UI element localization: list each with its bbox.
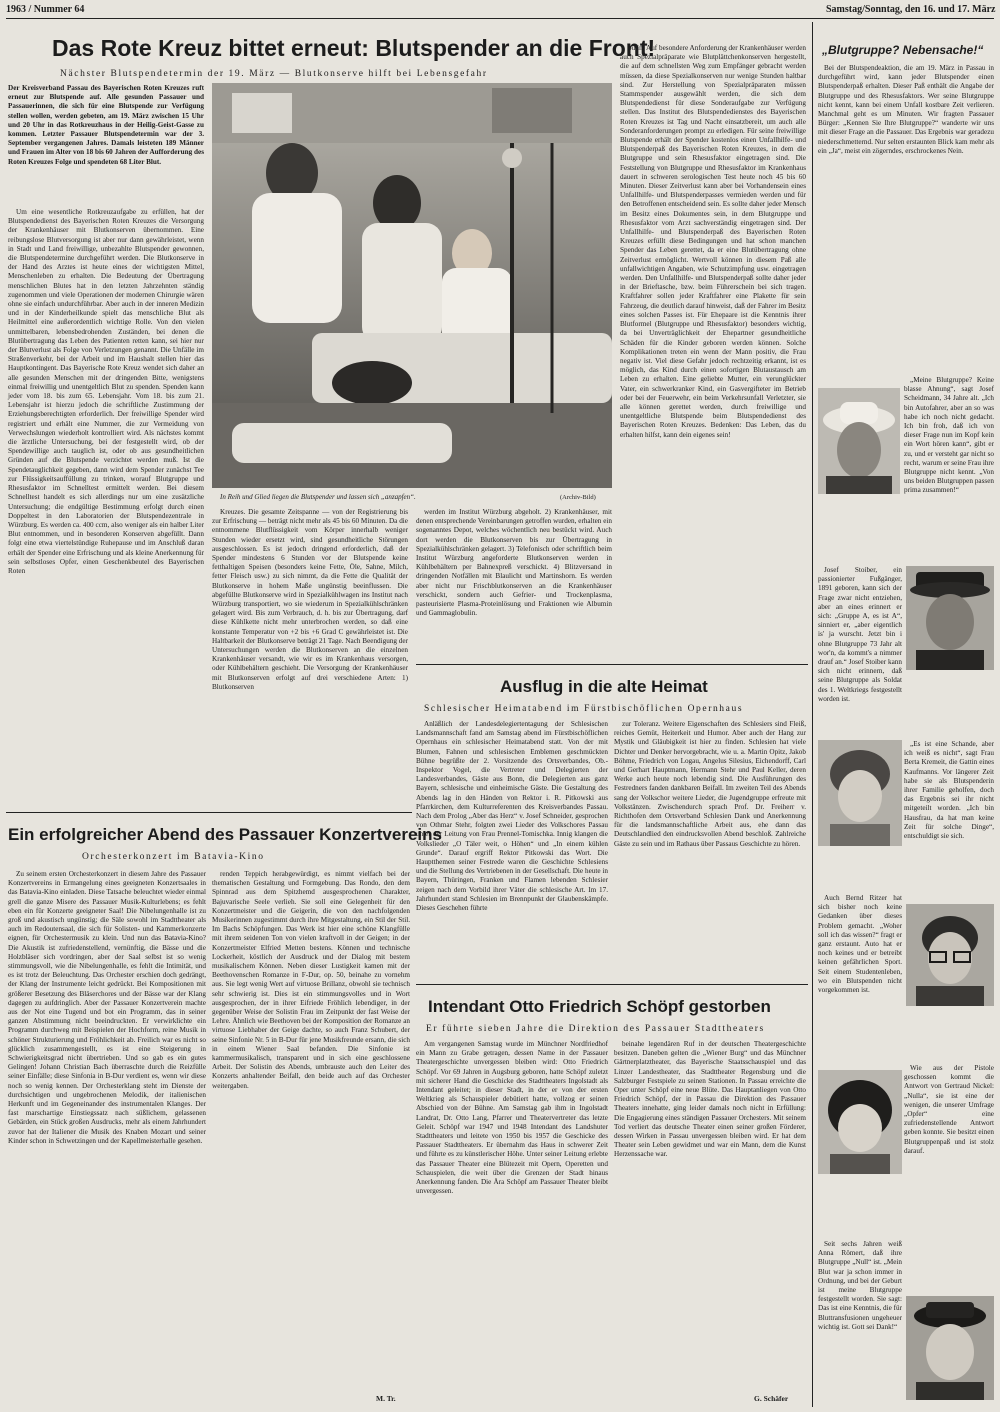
konzert-col2-text: renden Teppich herabgewürdigt, es nimmt vielfach bei der thematischen Gestaltung und Formgebung. Das Rondo, den dem Spinnrad aus dem Spitzhemd ausgesprochenen Charakter, Bajuvarische Seele verlieh. Sie soll eine Gelegenheit für den Konzertmeister und die Geigerin, die von den nachfolgenden Musikerinnen zugestimmt durch ihre Mitgestaltung, ein Stil der Stil. Im Bachs Schöpfungen. Das Werk ist hier eine schöne Klangfülle mit ihrem seidenen Ton von vielen kraftvoll in der Geigen; in der Konzertmeister Elfried Metten bestens. Können und technische Lockerheit, köstlich der Ausdruck und der Dialog mit bestem musikalischem Können. Neben dieser Lustigkeit kamen mit der Beethovenschen Romanze in F-Dur, op. 50, beinahe zu vornehm aus. Sie legt wenig Wert auf virtuose Brillanz, obwohl sie technisch sehr schwierig ist. Dies ist ein stimmungsvolles und in Wort ausgesprochen, der in ihrer Eifriede Fröhlich lebendiger, in der gegenüber Weise der Solistin Frau im Zeitpunkt der fast Weise der Lehre. Ähnlich wie Beethoven bei der Komposition der Romanze an virtuose Liebhaber der Geige dachte, so auch Franz Schubert, der seine Sinfonie Nr. 5 in B-Dur für jene Musikfreunde ersann, die sich in einem Wiener Saal befanden. Die Sinfonie ist kammermusikalisch, transparent und in sich eine geschlossene Arbeit. Der Solistin des Abends, umbrauste auch den Leiter des Konzerts anhaltender Beifall, den beide auch auf das Orchester weitergaben. xyxy=(212,870,410,1090)
sidebar-quote5-text: Wie aus der Pistole geschossen kommt die Antwort von Gertraud Nickel: „Nulla“, sie ist eine der wenigen, die unserer Umfrage „Opfer“ eine zufriedenstellende Antwort geben konnte. Sie besitzt einen Blutgruppenpaß und ist stolz darauf. xyxy=(904,1064,994,1155)
portrait-roemert-image xyxy=(906,1296,994,1400)
heimat-col2-text: zur Toleranz. Weitere Eigenschaften des Schlesiers sind Fleiß, reiches Gemüt, Heiterkeit und Humor. Aber auch der Hang zur Mystik und Gläubigkeit ist hier zu finden. Schlesien hat viele Dichter und Denker hervorgebracht, wie u. a. Martin Opitz, Jakob Böhme, Friedrich von Logau, Angelus Silesius, Eichendorff, Carl und Gerhart Hauptmann, Hermann Stehr und Paul Keller, deren Werke auch heute noch lebendig sind. Die Ausführungen des Festredners fanden dankbaren Beifall. Im zweiten Teil des Abends sang der Volkschor weitere Lieder, die Jugendgruppe erfreute mit Volkstänzen. Zwischendurch sprach Prof. Dr. Freiherr v. Richthofen dem Ortsverband Schlesien Dank und Anerkennung für die landsmannschaftliche Arbeit aus, ehe dann das Deutschlandlied den eindrucksvollen Abend beschloß. Zahlreiche Gäste zu sein und im Rathaus über Passaus Geschichte zu hören. xyxy=(614,720,806,848)
heimat-headline: Ausflug in die alte Heimat xyxy=(500,677,708,696)
header-rule xyxy=(6,18,994,19)
blood-subline: Nächster Blutspendetermin der 19. März — Blutkonserve hilft bei Lebensgefahr xyxy=(60,69,488,79)
sidebar-quote2 xyxy=(818,566,902,736)
blood-lead xyxy=(8,84,204,206)
photo-credit: (Archiv-Bild) xyxy=(560,494,596,501)
schoepf-signature: G. Schäfer xyxy=(754,1394,789,1403)
sidebar-headline: „Blutgruppe? Nebensache!“ xyxy=(822,43,984,57)
schoepf-col2 xyxy=(614,1040,806,1392)
konzert-col1-text: Zu seinem ersten Orchesterkonzert in diesem Jahre des Passauer Konzertvereins in Ermangelung eines geeigneten Konzertsaales in das Batavia-Kino einladen. Diese Tatsache beleuchtet wieder einmal grell die ganze Misere des Passauer Musik-Kulturlebens; es fehlt eben ein für Konzerte geeigneter Saal! Die Nibelungenhalle ist zu groß und akustisch ungünstig; die Säle sowohl im Stadttheater als auch im Redoutensaal, die sich für Solisten- und Kammerkonzerte eignen, für Orchestermusik zu klein. Und nun das Batavia-Kino? Die Akustik ist zufriedenstellend, vernünftig, die Bässe und die Holzbläser sich vordringen, aber der Saal selbst ist so wenig stimmungsvoll, wie die Nibelungenhalle, es fehlt die Intimität, und es ist trotz der Beleuchtung. Das Orchester erschien doch gedrängt, der Klang der Instrumente leicht gedrückt. Bei Kompositionen mit größerer Besetzung des Bläserchores und der Bässe war der Klang dagegen zu aufdringlich. Aber der Passauer Konzertverein machte aus der Not eine Tugend und bot ein Programm, das in seiner ganzen Abstimmung nicht beeindruckten. Er verwirklichte ein Programm durchweg mit Beispielen der Hochform, reine Musik in schöner Strukturierung und Fröhlichkeit ab. Freilich war es nicht so glücklich zusammengestellt, es ist eine Steigerung in Schwierigkeitsgrad nicht übertrieben. Und so gab es ein gutes Gelingen! Johann Christian Bach überraschte durch die Reizfülle seiner Einfälle; diese Sinfonia in B-Dur verdient es, wenn wir diese noch so wenig kennen. Der Orchesterklang steht im Dienste der durchsichtigen und ungebrochenen Melodik, der italienischen Herkunft und im Gegeneinander des instrumentalen Klanges. Der fast marschartige Einstiegssatz nach süßlichem, gelassenen Gebärden, ein Stück großen Ausdrucks, mehr als einem Jahrhundert zuvor hat der Italiener die Musik des Knaben Mozart und seiner Kinder schon in Schwetzingen und der Kapellmeisterhalle gesehen. xyxy=(8,870,206,1145)
schoepf-subline: Er führte sieben Jahre die Direktion des Passauer Stadttheaters xyxy=(426,1024,765,1034)
schoepf-col2-text: beinahe legendären Ruf in der deutschen Theatergeschichte besitzen. Daneben gelten die „Wiener Burg“ und das Münchner Gärtnerplatztheater, das Bayerische Staatsschauspiel und das Linzer Landestheater, das Stadttheater Regensburg und die Salzburger Festspiele zu seinen Stationen. In Passau erreichte die Oper unter Schöpf eine neue Blüte. Das Hauptanliegen von Otto Friedrich Schöpf, der in Passau die Direktion des Passauer Theaters innehatte, ging leider damals noch nicht in Erfüllung: Die Engagierung eines ständigen Passauer Orchesters. Mit seinem Tod verliert das deutsche Theater einen seiner großen Förderer, dessen Wirken in Passau unvergessen bleiben wird. Er hat dem Theater sein Leben gewidmet und war ein Mann, dem die Kunst Herzenssache war. xyxy=(614,1040,806,1159)
konzert-headline: Ein erfolgreicher Abend des Passauer Konzertvereins xyxy=(8,825,442,844)
konzert-top-rule xyxy=(6,812,412,813)
sidebar-quote4 xyxy=(818,894,902,1060)
portrait-scheidmann xyxy=(818,388,900,494)
schoepf-col1 xyxy=(416,1040,608,1405)
heimat-subline: Schlesischer Heimatabend im Fürstbischöflichen Opernhaus xyxy=(424,704,744,714)
blood-col3 xyxy=(416,508,612,660)
portrait-roemert xyxy=(906,1296,994,1400)
sidebar-intro xyxy=(818,64,994,368)
sidebar-quote5 xyxy=(904,1064,994,1234)
sidebar-divider xyxy=(812,22,813,1407)
portrait-kremeit xyxy=(818,740,902,846)
blood-col1-text: Um eine wesentliche Rotkreuzaufgabe zu erfüllen, hat der Blutspendedienst des Bayerischen Roten Kreuzes die Versorgung der Krankenhäuser mit Blutkonserven übernommen. Eine reibungslose Blutversorgung ist aber nur dann gewährleistet, wenn in Stadt und Land freiwillige, unbezahlte Blutspender gewonnen, die Blutspendetermine durchgeführt werden. Die Blutkonserve in der Hand des Arztes ist heute eines der wichtigsten Mittel, Menschenleben zu erhalten. Die Bedeutung der Übertragung menschlichen Blutes hat in den letzten Jahrzehnten ständig zugenommen und viele Operationen der modernen Chirurgie wären ohne sie einfach undurchführbar. Aber auch in der inneren Medizin und in der Kinderheilkunde spielt das menschliche Blut als Heilmittel eine außerordentlich wichtige Rolle. Von den vielen unmittelbaren, lebensbedrohenden Zuständen, bei denen die Blutübertragung das Leben des Patienten retten kann, sei hier nur der Blutverlust als Folge von Verletzungen genannt. Die Unfälle im Straßenverkehr, bei der Arbeit und im Haushalt stellen hier das Hauptkontingent. Das Bayerische Rote Kreuz wendet sich daher an alle gesunden Menschen mit der dringenden Bitte, wenigstens einmal freiwillig und unentgeltlich Blut zu spenden. Spenden kann jeder vom 18. bis zum 65. Lebensjahr. Vom 18. bis zum 21. Lebensjahr ist hierzu jedoch die schriftliche Zustimmung der Erziehungsberechtigten erforderlich. Der freiwillige Spender wird registriert und erhält eine Nummer, die zur Vermeidung von Verwechslungen wiederholt kontrolliert wird. Als nächstes kommt die ärztliche Untersuchung, bei der festgestellt wird, ob der Spendewillige auch tauglich ist, oder ob aus gesundheitlichen Gründen auf die Blutspende verzichtet werden muß. Ist die Spendetauglichkeit gegeben, dann wird dem Spender zunächst Tee zur Flüssigkeitsauffüllung zu trinken, worauf Blutgruppe und Rhesusfaktor im Schnelltest ermittelt werden. Bei diesem Schnelltest handelt es sich allerdings nur um eine zusätzliche Untersuchung; die endgültige Bestimmung erfolgt durch einen Doppeltest in den Laboratorien der Blutspendezentrale in Würzburg. Es werden ca. 400 ccm, also weniger als ein halber Liter Blut entnommen, und in besonderen Konserven abgefüllt. Dann folgt eine etwa viertelstündige Ruhepause und im Anschluß daran erhält der Spender eine Erfrischung und als kleine Anerkennung für sein selbstloses Opfer, einen Geschenkbeutel des Bayerischen Roten xyxy=(8,208,204,575)
heimat-top-rule xyxy=(416,664,808,665)
blood-col3-text: werden im Institut Würzburg abgeholt. 2) Krankenhäuser, mit denen entsprechende Vereinbarungen getroffen wurden, erhalten ein sogenanntes Depot, welches wöchentlich neu bestückt wird. Auch dort werden die Blutkonserven bis zur Übertragung in Spezialkühlschränken gelagert. 3) Telefonisch oder schriftlich beim Institut Würzburg angeforderte Blutkonserven werden in Kühlbehältern per Bahnexpreß verschickt. 4) Blitzversand in dringenden Notfällen mit Blaulicht und Martinshorn. Es werden aber nicht nur Frischblutkonserven an die Krankenhäuser verschickt, sondern auch Gefrier- und Trockenplasma, pasteurisierte Plasma-Proteinlösung und Fraktionen wie Albumin und Gammaglobulin. xyxy=(416,508,612,618)
sidebar-quote6 xyxy=(818,1240,902,1406)
portrait-scheidmann-image xyxy=(818,388,900,494)
konzert-subline: Orchesterkonzert im Batavia-Kino xyxy=(82,852,265,862)
sidebar-quote3 xyxy=(904,740,994,890)
blood-col4 xyxy=(620,44,806,660)
portrait-nickel xyxy=(818,1070,902,1174)
schoepf-top-rule xyxy=(416,984,808,985)
konzert-signature: M. Tr. xyxy=(376,1394,396,1403)
sidebar-quote2-text: Josef Stoiber, ein passionierter Fußgänger, 1891 geboren, kann sich der Frage zwar nicht entziehen, aber an eines erinnert er sich: „Gruppe A, es ist A“, sinniert er, „aber eigentlich is' ja wurscht. Jetzt bin i ohne Blutgruppe 73 Jahr alt wor'n, da kommt's a nimmer drauf an.“ Josef Stoiber kann sich nicht erinnern, daß seine Blutgruppe als Soldat des 1. Weltkriegs festgestellt worden ist. xyxy=(818,566,902,703)
blood-donation-photo xyxy=(212,83,612,488)
issue-date: Samstag/Sonntag, den 16. und 17. März xyxy=(826,4,996,15)
portrait-ritzer xyxy=(906,904,994,1006)
blood-col2 xyxy=(212,508,408,808)
portrait-kremeit-image xyxy=(818,740,902,846)
photo-illustration xyxy=(212,83,612,488)
portrait-stoiber xyxy=(906,566,994,670)
photo-caption: In Reih und Glied liegen die Blutspender und lassen sich „anzapfen“. xyxy=(220,493,416,501)
schoepf-headline: Intendant Otto Friedrich Schöpf gestorben xyxy=(428,997,771,1016)
blood-headline: Das Rote Kreuz bittet erneut: Blutspender an die Front! xyxy=(52,35,656,61)
sidebar-quote6-text: Seit sechs Jahren weiß Anna Römert, daß ihre Blutgruppe „Null“ ist. „Mein Blut war ja schon immer in Ordnung, und bei der Geburt ist meine Blutgruppe festgestellt worden. Sie sagt: Das ist eine Kenntnis, die für Bluttransfusionen ungeheuer wichtig ist. Gott sei Dank!“ xyxy=(818,1240,902,1331)
portrait-ritzer-image xyxy=(906,904,994,1006)
blood-col2-text: Kreuzes. Die gesamte Zeitspanne — von der Registrierung bis zur Erfrischung — beträgt nicht mehr als 45 bis 60 Minuten. Da die entnommene Blutflüssigkeit vom Körper innerhalb weniger Stunden wieder ersetzt wird, sind gesundheitliche Störungen ausgeschlossen. Es ist jedoch dringend erforderlich, daß der Spender mindestens 6 Stunden vor der Blutspende keine fetthaltigen Speisen (besonders keine Fette, Öle, Sahne, Milch, fetter Fleisch usw.) zu sich nimmt, da die Fette die Qualität der Blutkonserve in hohem Maße ungünstig beeinflussen. Die abgefüllte Blutkonserve wird in Spezialkühlwagen ins Institut nach Würzburg transportiert, wo sie wiederum in Spezialkühlschränken gelagert wird. Bis zum Verbrauch, d. h. bis zur Übertragung, darf diese Kühlkette nicht mehr unterbrochen werden, so daß eine konstante Temperatur von +2 bis +6 Grad C gewährleistet ist. Die Haltbarkeit der Blutkonserve beträgt 21 Tage. Nach Beendigung der Untersuchungen werden die Blutkonserven an die einzelnen Krankenhäuser versandt, wie wir es im Krankenhaus versorgen, oder Kühlbehältern geschieht. Die Versorgung der Krankenhäuser mit Blutkonserven erfolgt auf drei verschiedene Arten: 1) Blutkonserven xyxy=(212,508,408,691)
sidebar-quote1-a xyxy=(904,376,994,495)
blood-col4-text: bulin. Auf besondere Anforderung der Krankenhäuser werden auch Spezialpräparate wie Blutplättchenkonserven hergestellt, die auf dem schnellsten Weg zum Empfänger gebracht werden müssen, da diese Spezialkonserven nur wenige Stunden haltbar sind. Zur Herstellung von Spezialpräparaten müssen Stammspender ausgewählt werden, die sich dem Blutspendedienst für diese Sonderaufgabe zur Verfügung stellen. Das Institut des Blutspendedienstes des Bayerischen Roten Kreuzes ist Tag und Nacht einsatzbereit, um auch alle Sonderanforderungen prompt zu erledigen. Für seine freiwillige Blutspende erhält der Spender kostenlos einen Unfallhilfe- und Blutspenderpaß des Bayerischen Roten Kreuzes, in dem die Blutgruppe und sein Rhesusfaktor eingetragen sind. Die Feststellung von Blutgruppe und Rhesusfaktor im Krankenhaus dauert in schweren serologischen Test heute noch 45 bis 60 Minuten. Dieser Zeitverlust kann aber bei Vorhandensein eines Unfallhilfe- und Blutspenderpasses vermieden werden und für den Betroffenen entscheidend sein. Es sollte daher jeder Mensch im Besitz eines Dokumentes sein, in dem Blutgruppe und Rhesusfaktor vom Arzt sachverständig eingetragen sind. Der Unfallhilfe- und Blutspenderpaß des Bayerischen Roten Kreuzes erfüllt diese Bedingungen und hat schon manchen Spender das Leben gerettet, da er eine Blutübertragung ohne Zeitverlust ermöglicht. Wertvoll können in diesem Paß alle unfallwichtigen Angaben, wie Schutzimpfung usw. eingetragen werden. Den Unfallhilfe- und Blutspenderpaß sollte daher jeder in der Brieftasche, bzw. beim Führerschein bei sich tragen. Kraftfahrer sollen jeder Kraftfahrer eine Plakette für sein Fahrzeug, die deutlich darauf hinweist, daß der Fahrer im Besitz eines solchen Passes ist. Für Ehepaare ist die Kenntnis ihrer Blutformel (Blutgruppe und Rhesusfaktor) besonders wichtig, da bei Unverträglichkeit der Ehepartner gesundheitliche Schäden für die Kinder geboren werden können. Solche Komplikationen treten ein wenn der Mann positiv, die Frau negativ ist. Viel diese Gefahr jedoch rechtzeitig erkannt, ist es möglich, das Kind durch einen sofortigen Blutaustausch am Leben zu erhalten. Eine geliebte Mutter, ein verunglückter Vater, ein schwerkranker Kind, ein Gasvergifteter im Betrieb oder bei der Feuerwehr, ein beim Verkehrsunfall Verletzter, sie alle können gerettet werden, durch freiwillige und unentgeltliche Blutspende beim Blutspendedienst des Bayerischen Roten Kreuzes. Bedenken: Das Leben, das du erhalten hilfst, kann dein eigenes sein! xyxy=(620,44,806,439)
sidebar-quote1-text: „Meine Blutgruppe? Keine blasse Ahnung“, sagt Josef Scheidmann, 34 Jahre alt. „Ich bin Autofahrer, aber an so was habe ich noch nicht gedacht. Ich bin froh, daß ich von dieser Frage nun im Kopf kein ein Wort hören kann“, gibt er zu, und er versteht gar nicht so recht, warum er seine Frau ihre Blutgruppe nicht kennt. „Von uns beiden Blutgruppen passen prima zusammen!“ xyxy=(904,376,994,495)
blood-lead-text: Der Kreisverband Passau des Bayerischen Roten Kreuzes ruft erneut zur Blutspende auf. Alle gesunden Passauer und Passauerinnen, die sich für eine Blutspende zur Verfügung stellen wollen, werden gebeten, am 19. März zwischen 15 Uhr und 20 Uhr in das Rotkreuzhaus in der Heilig-Geist-Gasse zu kommen. Letzter Passauer Blutspendetermin war der 3. September vergangenen Jahres. Damals leisteten 189 Männer und Frauen im Alter von 18 bis 60 Jahren der Aufforderung des Roten Kreuzes Folge und spendeten 68 Liter Blut. xyxy=(8,84,204,166)
heimat-col1-text: Anläßlich der Landesdelegiertentagung der Schlesischen Landsmannschaft fand am Samstag abend im Fürstbischöflichen Opernhaus ein schlesischer Heimatabend statt. Von der mit Blumen, Fahnen und schlesischen Emblemen geschmückten Bühne begrüßte der 2. Vorsitzende des Ortsverbandes, Ob.-Inspektor Vogel, die Vertreter und Delegierten der Landesverbandes, Gäste aus Bonn, die Delegierten aus ganz Bayern, schlesische und einheimische Gäste. Die Gestaltung des Abends lag in den Händen von Rektor i. R. Pitkowski aus Pfarrkirchen, dem Kulturreferenten des Kreisverbandes Passau. Nach dem Prolog „Aber das Herz“ v. Josef Schneider, gesprochen von Othmar Stehr, folgten zwei Lieder des Volkschores Passau unter der Leitung von Frau Prennel-Tomischka. Innig klangen die Volkslieder „O Täler weit, o Höhen“ und „In einem kühlen Grunde“. Darauf ergriff Rektor Pitkowski das Wort. Die Hauptthemen seiner Festrede waren die Geschichte Schlesiens und die Stellung des Vertriebenen in der Gesellschaft. Die heute in Bayern, Thüringen, Franken und Flamen lebenden Schlesier zeigen nach dem Vorbild ihrer Väter die schlesische Art. Im 17. Jahrhundert stand Schlesien im Brennpunkt der Glaubenskämpfe. Dieses Geschehen führte xyxy=(416,720,608,913)
sidebar-quote4-text: Auch Bernd Ritzer hat sich bisher noch keine Gedanken über dieses Problem gemacht. „Woher soll ich das wissen?“ fragt er ganz erstaunt. Auto hat er noch keines und er betreibt keinen gefährlichen Sport. Seit einem Studentenleben, wo ein Blutspenden nicht vorgekommen ist. xyxy=(818,894,902,995)
sidebar-quote3-text: „Es ist eine Schande, aber ich weiß es nicht“, sagt Frau Berta Kremeit, die Gattin eines Kaufmanns. Vor längerer Zeit habe sie als Blutspenderin ihrer Familie geholfen, doch das Ergebnis sei ihr nicht mitgeteilt worden. „Ich bin Hausfrau, da hat man keine Zeit für solche Dinge“, entschuldigt sie sich. xyxy=(904,740,994,841)
heimat-col1 xyxy=(416,720,608,978)
blood-col1 xyxy=(8,208,204,808)
schoepf-col1-text: Am vergangenen Samstag wurde im Münchner Nordfriedhof ein Mann zu Grabe getragen, dessen Name in der Passauer Theatergeschichte unvergessen bleiben wird: Otto Friedrich Schöpf. Vor 69 Jahren in Augsburg geboren, hatte Schöpf zuletzt mit sicherer Hand die Geschicke des Stadttheaters Ingolstadt als Intendant geleitet; in dieser Stadt, in der er von der ersten Weltkrieg als Schauspieler debütiert hatte, vollzog er seinen Abschied von der Bühne. Am Samstag gab ihm in Ingolstadt Landrat, Dr. Otto Lang, Pfarrer und Theatervertreter das letzte Geleit. Schöpf war 1947 und 1948 Intendant des Landshuter Stadttheaters und leitete von 1950 bis 1957 die Geschicke des Passauer Stadttheaters. Er übernahm das Haus in schwerer Zeit und führte es zu künstlerischer Höhe. Unter seiner Leitung erlebte das Passauer Theater eine Blütezeit mit Opern, Operetten und Schauspielen, die weit über die Grenzen der Stadt hinaus Anerkennung fanden. Die Ära Schöpf am Passauer Theater bleibt unvergessen. xyxy=(416,1040,608,1196)
heimat-col2 xyxy=(614,720,806,978)
portrait-stoiber-image xyxy=(906,566,994,670)
issue-number: 1963 / Nummer 64 xyxy=(6,4,85,15)
konzert-col1 xyxy=(8,870,206,1405)
sidebar-intro-text: Bei der Blutspendeaktion, die am 19. März in Passau in durchgeführt wird, kann jeder Blutspender einen Blutspenderpaß erhalten. Dieser Paß enthält die Angabe der Blutgruppe und des Rhesusfaktors. Wer seine Blutgruppe nicht kennt, kann bei einem Unfall kostbare Zeit verlieren. Manchmal geht es um Minuten. Wir fragten Passauer Bürger: „Kennen Sie Ihre Blutgruppe?“ wanderte wir uns mit dieser Frage an die Passauer. Das Ergebnis war geradezu niederschmetternd. Nur selten erstaunten Blick kam mehr als ein „Ja“, meist ein zögerndes, erschrockenes Nein. xyxy=(818,64,994,155)
konzert-col2 xyxy=(212,870,410,1392)
portrait-nickel-image xyxy=(818,1070,902,1174)
